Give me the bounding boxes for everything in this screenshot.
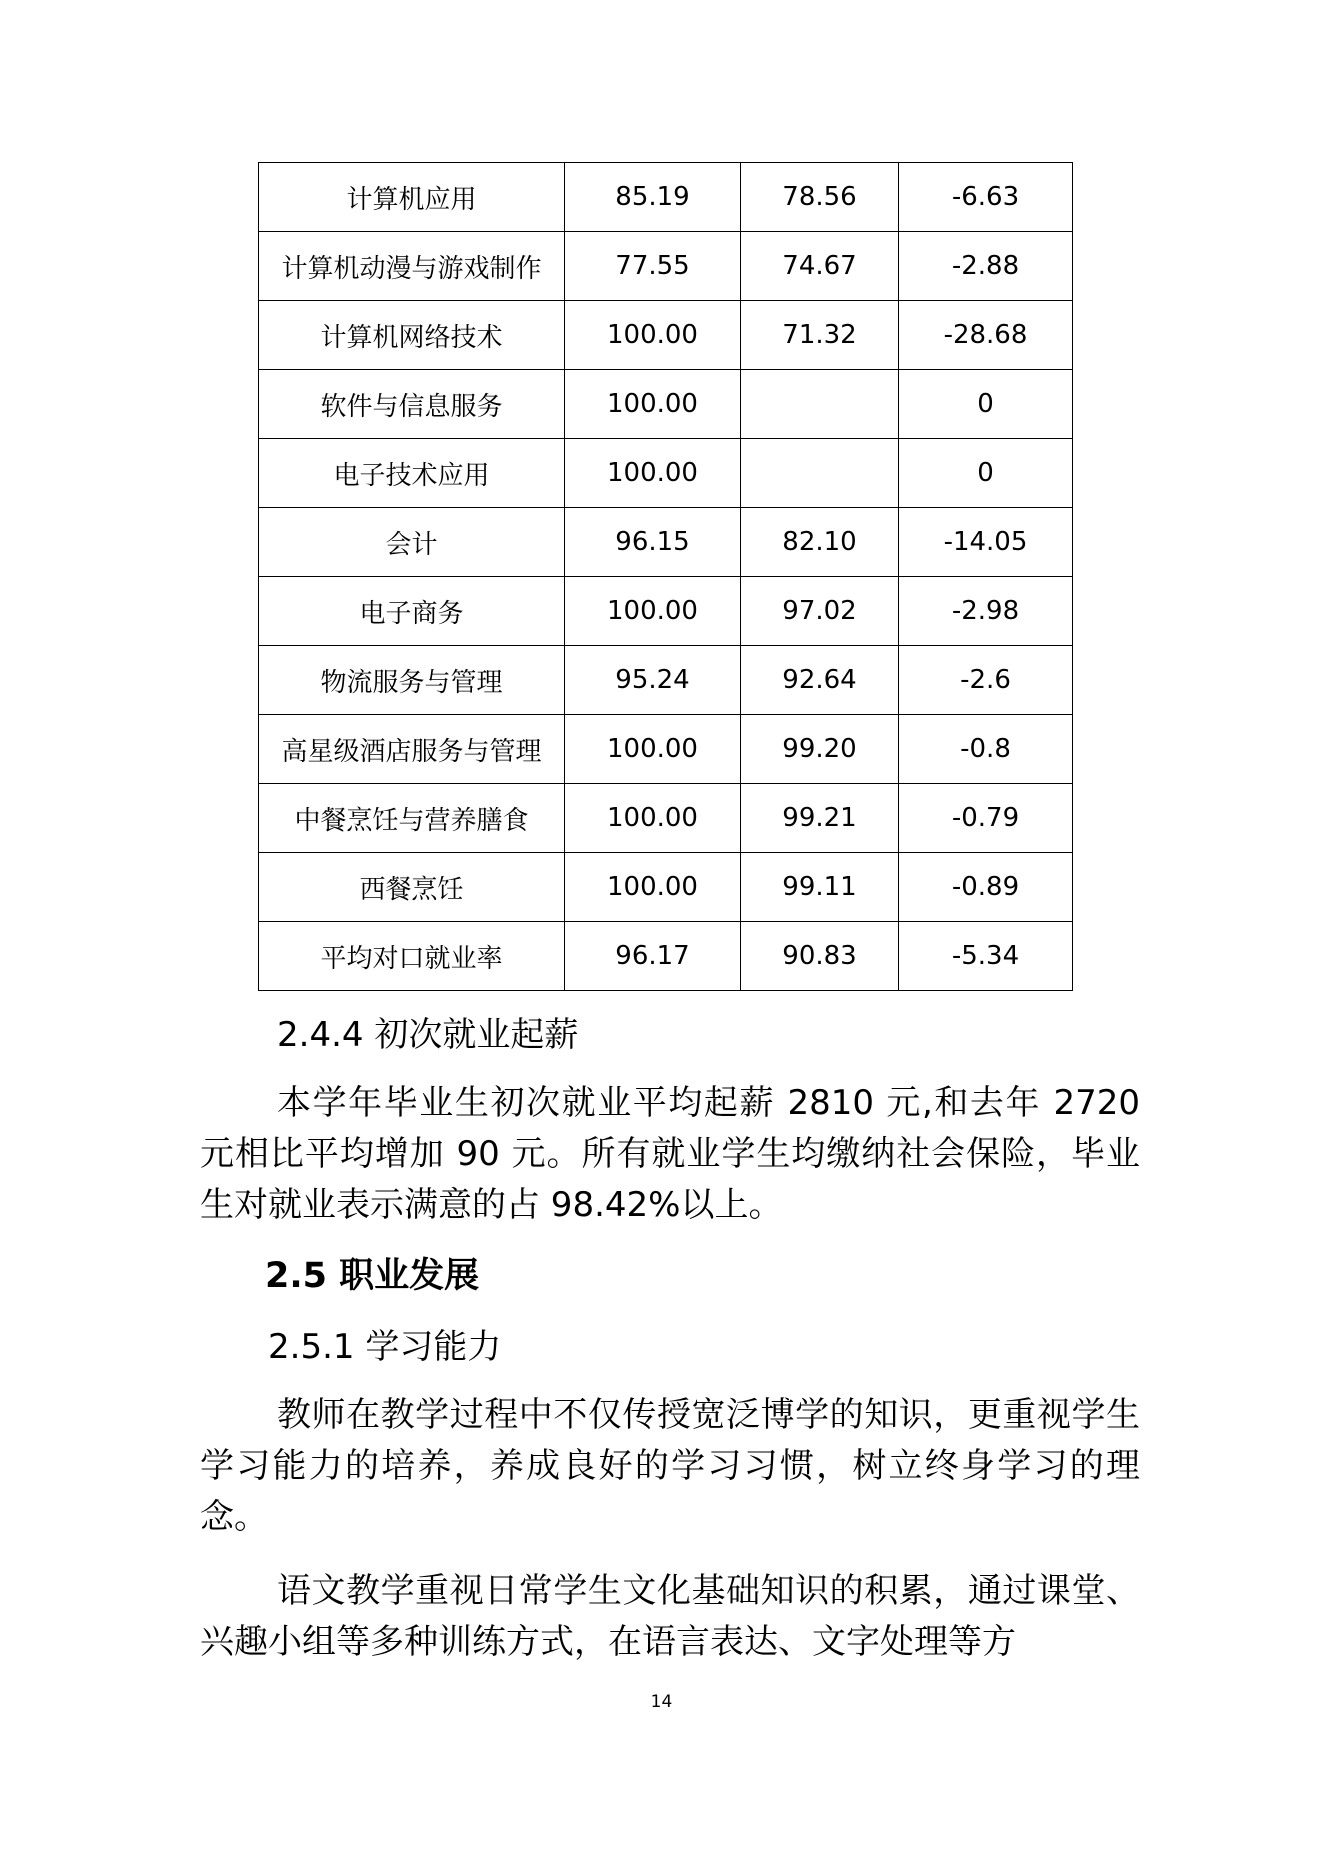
table-row — [259, 508, 1073, 577]
table-row — [259, 784, 1073, 853]
value-cell: 100.00 — [565, 784, 741, 853]
table-row — [259, 370, 1073, 439]
major-name-cell: 计算机网络技术 — [259, 301, 565, 370]
value-cell: 92.64 — [741, 646, 899, 715]
value-cell: 100.00 — [565, 439, 741, 508]
value-cell: 77.55 — [565, 232, 741, 301]
value-cell: 99.21 — [741, 784, 899, 853]
value-cell: 82.10 — [741, 508, 899, 577]
value-cell: 99.11 — [741, 853, 899, 922]
table-row — [259, 232, 1073, 301]
value-cell — [741, 439, 899, 508]
section-2-5-1-paragraph-2: 语文教学重视日常学生文化基础知识的积累，通过课堂、兴趣小组等多种训练方式，在语言表达、文字处理等方 — [200, 1571, 1140, 1662]
change-cell: -14.05 — [899, 508, 1073, 577]
change-cell: -0.79 — [899, 784, 1073, 853]
major-name-cell: 中餐烹饪与营养膳食 — [259, 784, 565, 853]
major-name-cell: 高星级酒店服务与管理 — [259, 715, 565, 784]
section-2-4-4-title: 2.4.4 初次就业起薪 — [277, 1015, 579, 1055]
section-2-5-1-paragraph-1: 教师在教学过程中不仅传授宽泛博学的知识，更重视学生学习能力的培养，养成良好的学习习惯，树立终身学习的理念。 — [200, 1395, 1140, 1537]
value-cell: 99.20 — [741, 715, 899, 784]
value-cell: 90.83 — [741, 922, 899, 991]
change-cell: 0 — [899, 370, 1073, 439]
change-cell: -2.98 — [899, 577, 1073, 646]
major-name-cell: 电子技术应用 — [259, 439, 565, 508]
table-row — [259, 715, 1073, 784]
value-cell: 97.02 — [741, 577, 899, 646]
change-cell: -2.6 — [899, 646, 1073, 715]
change-cell: -0.89 — [899, 853, 1073, 922]
value-cell: 71.32 — [741, 301, 899, 370]
value-cell: 100.00 — [565, 715, 741, 784]
employment-rate-table — [258, 162, 1073, 991]
value-cell: 100.00 — [565, 301, 741, 370]
change-cell: -28.68 — [899, 301, 1073, 370]
value-cell: 96.17 — [565, 922, 741, 991]
change-cell: -2.88 — [899, 232, 1073, 301]
value-cell: 96.15 — [565, 508, 741, 577]
value-cell: 78.56 — [741, 163, 899, 232]
change-cell: -5.34 — [899, 922, 1073, 991]
value-cell: 100.00 — [565, 853, 741, 922]
change-cell: -0.8 — [899, 715, 1073, 784]
table-row — [259, 853, 1073, 922]
table-row-average — [259, 922, 1073, 991]
table-body — [259, 163, 1073, 991]
table-row — [259, 646, 1073, 715]
change-cell: -6.63 — [899, 163, 1073, 232]
page-number: 14 — [650, 1692, 673, 1712]
value-cell: 95.24 — [565, 646, 741, 715]
value-cell: 100.00 — [565, 577, 741, 646]
major-name-cell: 会计 — [259, 508, 565, 577]
section-2-5-title: 2.5 职业发展 — [265, 1256, 480, 1296]
major-name-cell: 物流服务与管理 — [259, 646, 565, 715]
major-name-cell: 计算机应用 — [259, 163, 565, 232]
table-row — [259, 163, 1073, 232]
section-2-5-1-title: 2.5.1 学习能力 — [268, 1327, 502, 1367]
section-2-4-4-paragraph: 本学年毕业生初次就业平均起薪 2810 元,和去年 2720 元相比平均增加 90 元。所有就业学生均缴纳社会保险，毕业生对就业表示满意的占 98.42%以上。 — [200, 1083, 1140, 1225]
major-name-cell: 电子商务 — [259, 577, 565, 646]
change-cell: 0 — [899, 439, 1073, 508]
major-name-cell: 计算机动漫与游戏制作 — [259, 232, 565, 301]
value-cell: 85.19 — [565, 163, 741, 232]
major-name-cell: 平均对口就业率 — [259, 922, 565, 991]
table-row — [259, 439, 1073, 508]
value-cell: 74.67 — [741, 232, 899, 301]
value-cell: 100.00 — [565, 370, 741, 439]
table-row — [259, 577, 1073, 646]
major-name-cell: 西餐烹饪 — [259, 853, 565, 922]
value-cell — [741, 370, 899, 439]
major-name-cell: 软件与信息服务 — [259, 370, 565, 439]
table-row — [259, 301, 1073, 370]
